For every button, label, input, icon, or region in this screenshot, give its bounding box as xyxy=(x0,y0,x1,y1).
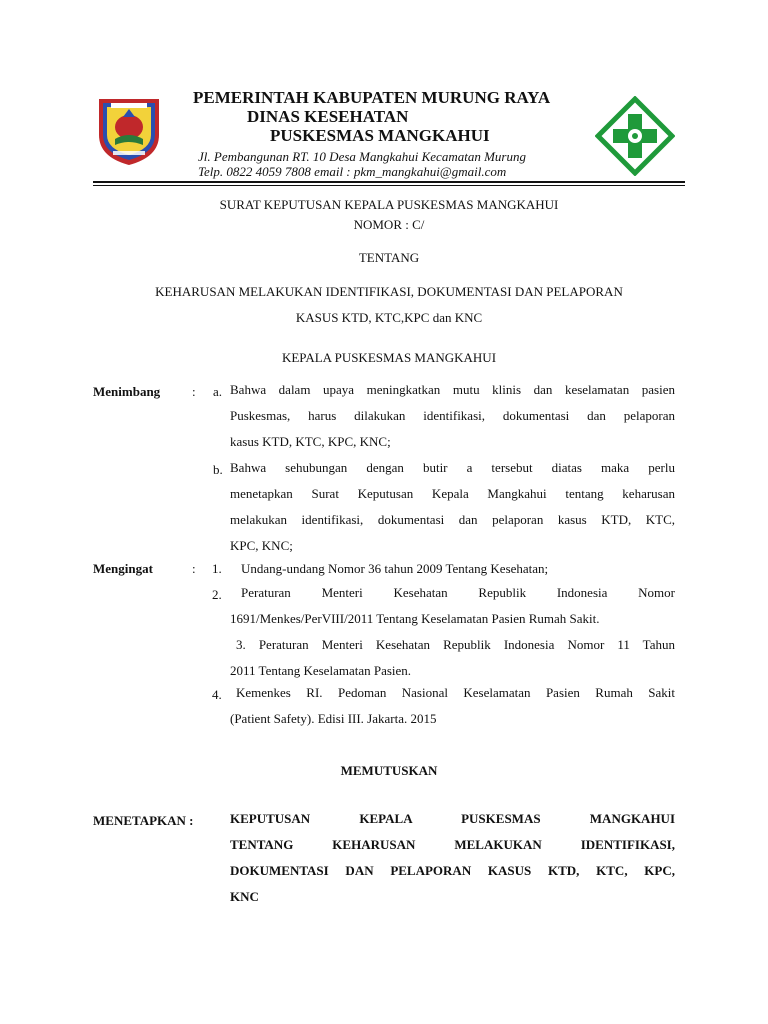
mengingat-label: Mengingat xyxy=(93,561,153,576)
mengingat-colon: : xyxy=(192,561,196,576)
menimbang-label: Menimbang xyxy=(93,384,161,399)
header-line-3: PUSKESMAS MANGKAHUI xyxy=(270,126,490,145)
memutuskan-heading: MEMUTUSKAN xyxy=(340,763,438,778)
tentang-label: TENTANG xyxy=(358,250,420,265)
puskesmas-logo xyxy=(595,96,675,176)
issuer-title: KEPALA PUSKESMAS MANGKAHUI xyxy=(281,350,497,365)
menimbang-b-text: Bahwa sehubungan dengan butir a tersebut diatas maka perlu menetapkan Surat Keputusan Kepala Mangkahui tentang keharusan melakukan identifikasi, dokumentasi dan pelaporan kasus KTD, KTC, KPC, KNC; xyxy=(230,460,675,553)
menimbang-a-text: Bahwa dalam upaya meningkatkan mutu klinis dan keselamatan pasien Puskesmas, harus dilakukan identifikasi, dokumentasi dan pelaporan kasus KTD, KTC, KPC, KNC; xyxy=(230,382,675,449)
header-rule-thick xyxy=(93,181,685,183)
header-address: Jl. Pembangunan RT. 10 Desa Mangkahui Kecamatan Murung xyxy=(198,149,526,164)
mengingat-4-marker: 4. xyxy=(212,687,222,702)
mengingat-2-text: Peraturan Menteri Kesehatan Republik Indonesia Nomor 1691/Menkes/PerVIII/2011 Tentang Keselamatan Pasien Rumah Sakit. xyxy=(230,585,675,626)
mengingat-4-text: Kemenkes RI. Pedoman Nasional Keselamatan Pasien Rumah Sakit (Patient Safety). Edisi III. Jakarta. 2015 xyxy=(230,685,675,726)
menimbang-colon: : xyxy=(192,384,196,399)
menimbang-b-marker: b. xyxy=(213,462,223,477)
kabupaten-crest-logo xyxy=(93,95,165,167)
decree-number: NOMOR : C/ xyxy=(353,217,425,232)
header-line-1: PEMERINTAH KABUPATEN MURUNG RAYA xyxy=(193,88,551,107)
header-rule-thin xyxy=(93,185,685,186)
menetapkan-label: MENETAPKAN : xyxy=(93,813,194,828)
mengingat-1-text: Undang-undang Nomor 36 tahun 2009 Tentang Kesehatan; xyxy=(241,561,549,576)
subject-line-1: KEHARUSAN MELAKUKAN IDENTIFIKASI, DOKUMENTASI DAN PELAPORAN xyxy=(155,284,623,299)
menimbang-a-marker: a. xyxy=(213,384,223,399)
mengingat-3-text: 3. Peraturan Menteri Kesehatan Republik Indonesia Nomor 11 Tahun 2011 Tentang Keselamatan Pasien. xyxy=(230,637,675,678)
mengingat-1-marker: 1. xyxy=(212,561,222,576)
decree-title: SURAT KEPUTUSAN KEPALA PUSKESMAS MANGKAHUI xyxy=(219,197,559,212)
mengingat-2-marker: 2. xyxy=(212,587,222,602)
header-line-2: DINAS KESEHATAN xyxy=(247,107,409,126)
menetapkan-text: KEPUTUSAN KEPALA PUSKESMAS MANGKAHUI TENTANG KEHARUSAN MELAKUKAN IDENTIFIKASI, DOKUMENTASI DAN PELAPORAN KASUS KTD, KTC, KPC, KNC xyxy=(230,811,675,904)
header-contact: Telp. 0822 4059 7808 email : pkm_mangkahui@gmail.com xyxy=(198,164,507,179)
subject-line-2: KASUS KTD, KTC,KPC dan KNC xyxy=(295,310,483,325)
